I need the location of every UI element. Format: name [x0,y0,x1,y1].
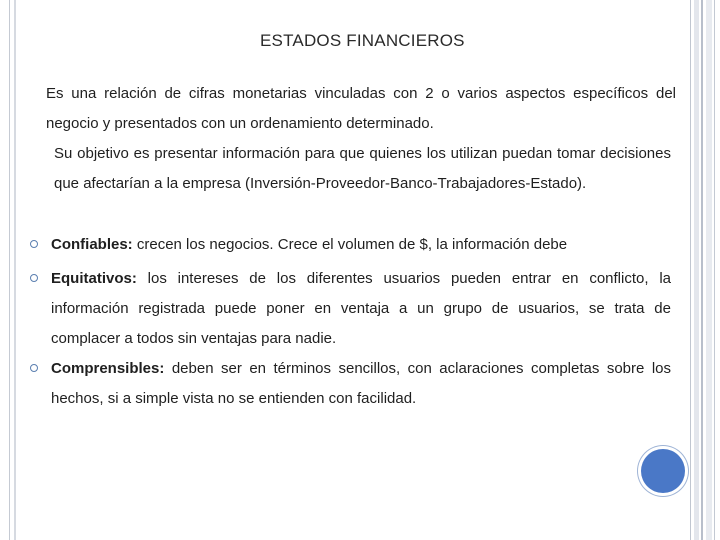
right-stripe [706,0,712,540]
bullet-item-equitativos [30,264,671,354]
right-stripe [714,0,715,540]
intro-text: Es una relación de cifras monetarias vinculadas con 2 o varios aspectos específicos del negocio y presentados con un ordenamiento determinado. [46,85,676,132]
bullet-item-comprensibles [30,354,671,414]
bullet-circle-icon [30,364,38,372]
bullet-term: Equitativos: [51,270,137,287]
bullet-circle-icon [30,240,38,248]
left-border-line [14,0,16,540]
bullet-term: Confiables: [51,236,133,253]
objective-text: Su objetivo es presentar información para que quienes los utilizan puedan tomar decisiones que afectarían a la empresa (Inversión-Proveedor-Banco-Trabajadores-Estado). [54,145,671,192]
objective-paragraph [54,139,671,199]
bullet-body: crecen los negocios. Crece el volumen de $, la información debe [132,236,568,253]
intro-paragraph [46,79,676,139]
right-stripe [690,0,691,540]
bullet-circle-icon [30,274,38,282]
decorative-circle-icon [641,449,685,493]
slide-title: ESTADOS FINANCIEROS [260,31,465,50]
right-stripe [694,0,699,540]
bullet-text [51,354,671,414]
right-stripe [701,0,703,540]
bullet-text [51,264,671,354]
bullet-body: deben ser en términos sencillos, con aclaraciones completas sobre los hechos, si a simple vista no se entienden con facilidad. [51,360,671,407]
bullet-item-confiables [30,230,671,260]
left-border-line [9,0,10,540]
bullet-body: los intereses de los diferentes usuarios pueden entrar en conflicto, la información registrada puede poner en ventaja a un grupo de usuarios, se trata de complacer a todos sin ventajas para nadie. [51,270,671,347]
bullet-term: Comprensibles: [51,360,165,377]
bullet-text [51,230,671,260]
